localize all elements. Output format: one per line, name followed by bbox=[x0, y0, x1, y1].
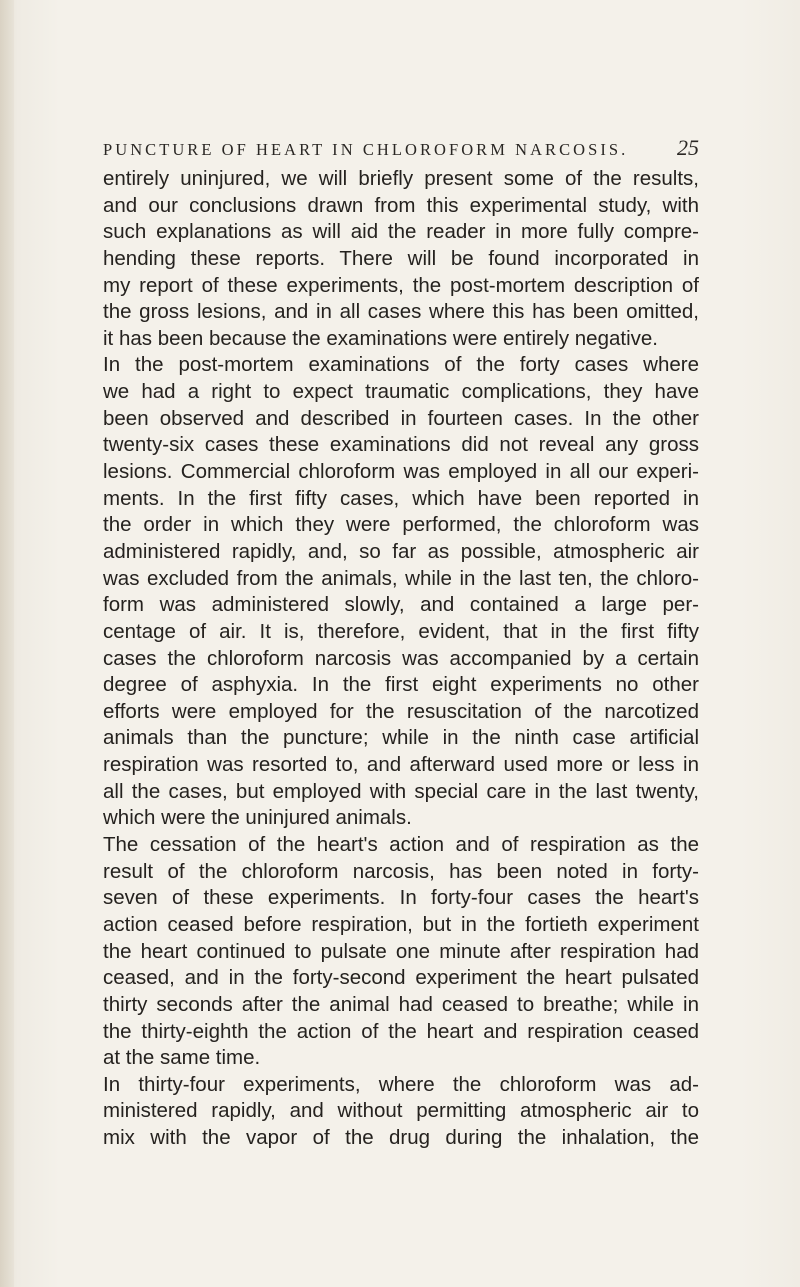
text-line: efforts were employed for the resuscitation of the narcotized bbox=[103, 699, 699, 723]
text-line: we had a right to expect traumatic complications, they have bbox=[103, 380, 699, 404]
text-line: and our conclusions drawn from this experimental study, with bbox=[103, 193, 699, 217]
text-line: all the cases, but employed with special care in the last twenty, bbox=[103, 779, 699, 803]
text-line: animals than the puncture; while in the ninth case artificial bbox=[103, 726, 699, 750]
text-line: ministered rapidly, and without permitting atmospheric air to bbox=[103, 1099, 699, 1123]
running-head: PUNCTURE OF HEART IN CHLOROFORM NARCOSIS. bbox=[103, 140, 629, 159]
text-line: the thirty-eighth the action of the heart and respiration ceased bbox=[103, 1019, 699, 1043]
text-line: administered rapidly, and, so far as possible, atmospheric air bbox=[103, 539, 699, 563]
text-line: my report of these experiments, the post-mortem description of bbox=[103, 273, 699, 297]
text-line: the heart continued to pulsate one minute after respiration had bbox=[103, 939, 699, 963]
paragraph-start-line: The cessation of the heart's action and of respiration as the bbox=[103, 833, 699, 857]
text-line: action ceased before respiration, but in the fortieth experiment bbox=[103, 912, 699, 936]
text-line: was excluded from the animals, while in the last ten, the chloro- bbox=[103, 566, 699, 590]
page-number: 25 bbox=[677, 135, 699, 160]
text-line: ments. In the first fifty cases, which have been reported in bbox=[103, 486, 699, 510]
text-line: lesions. Commercial chloroform was employed in all our experi- bbox=[103, 460, 699, 484]
paragraph-start-line: In the post-mortem examinations of the forty cases where bbox=[103, 353, 699, 377]
text-line: mix with the vapor of the drug during the inhalation, the bbox=[103, 1126, 699, 1150]
text-line: cases the chloroform narcosis was accompanied by a certain bbox=[103, 646, 699, 670]
text-line: hending these reports. There will be found incorporated in bbox=[103, 246, 699, 270]
text-line: entirely uninjured, we will briefly present some of the results, bbox=[103, 167, 699, 190]
text-line: form was administered slowly, and contained a large per- bbox=[103, 593, 699, 617]
text-line: respiration was resorted to, and afterward used more or less in bbox=[103, 753, 699, 777]
page-gutter bbox=[0, 0, 14, 1287]
page-header bbox=[103, 137, 699, 163]
text-line: the gross lesions, and in all cases where this has been omitted, bbox=[103, 300, 699, 324]
text-line: it has been because the examinations were entirely negative. bbox=[103, 326, 658, 350]
text-line: centage of air. It is, therefore, evident, that in the first fifty bbox=[103, 619, 699, 643]
text-line: such explanations as will aid the reader in more fully compre- bbox=[103, 220, 699, 244]
text-line: seven of these experiments. In forty-four cases the heart's bbox=[103, 886, 699, 910]
text-line: result of the chloroform narcosis, has been noted in forty- bbox=[103, 859, 699, 883]
paragraph-start-line: In thirty-four experiments, where the chloroform was ad- bbox=[103, 1072, 699, 1096]
text-line: twenty-six cases these examinations did not reveal any gross bbox=[103, 433, 699, 457]
text-line: thirty seconds after the animal had ceased to breathe; while in bbox=[103, 992, 699, 1016]
text-line: at the same time. bbox=[103, 1046, 261, 1070]
body-text bbox=[103, 166, 699, 1152]
text-line: the order in which they were performed, the chloroform was bbox=[103, 513, 699, 537]
text-line: degree of asphyxia. In the first eight experiments no other bbox=[103, 673, 699, 697]
text-line: which were the uninjured animals. bbox=[103, 806, 412, 830]
text-line: been observed and described in fourteen cases. In the other bbox=[103, 406, 699, 430]
text-line: ceased, and in the forty-second experiment the heart pulsated bbox=[103, 966, 699, 990]
